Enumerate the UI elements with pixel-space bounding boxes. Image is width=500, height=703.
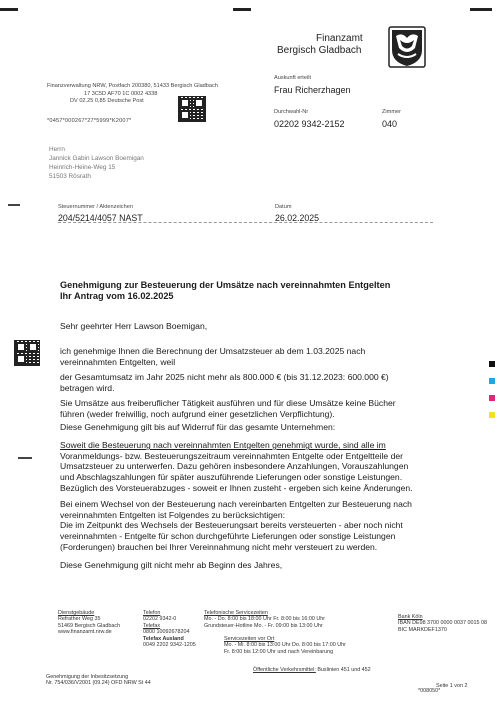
paragraph-line: (Forderungen) brauchen bei Ihrer Vereinnahmung nicht mehr versteuert zu werden. — [60, 541, 378, 552]
footer-service-site-line: Fr. 8:00 bis 12:00 Uhr und nach Vereinbarung — [224, 648, 334, 655]
footer-bank-iban: IBAN DE98 3700 0000 0037 0015 08 — [398, 620, 488, 627]
footer-fax-abroad-value: 0049 2202 9342-1205 — [143, 642, 196, 649]
document-qr-code — [14, 340, 40, 366]
margin-mark — [18, 457, 32, 459]
footer-fax-label: Telefax — [143, 622, 161, 629]
footer-approval — [46, 674, 151, 687]
paragraph-line: ich genehmige Ihnen die Berechnung der Umsatzsteuer ab dem 1.03.2025 nach — [60, 346, 366, 356]
return-address-line: Finanzverwaltung NRW, Postfach 200380, 51433 Bergisch Gladbach — [47, 83, 218, 89]
paragraph-line: und Abschlagszahlungen für später auszuführende Lieferungen oder sonstige Leistungen. — [60, 471, 403, 482]
document-code: *008050* — [418, 688, 441, 694]
fold-mark-center — [233, 8, 251, 11]
footer-approval-line: Genehmigung der Inbesitzsetzung — [46, 674, 129, 680]
mail-routing-code: *0457*000267*27*5999*K2007* — [47, 118, 132, 124]
subject-reference: Ihr Antrag vom 16.02.2025 — [60, 291, 174, 301]
paragraph-line: Diese Genehmigung gilt nicht mehr ab Beginn des Jahres, — [60, 560, 283, 571]
footer-building — [58, 610, 140, 636]
postage-code: 17 3C5D AF70 1C 0002 4338 — [84, 91, 158, 97]
contact-info-label: Auskunft erteilt — [274, 75, 311, 81]
footer-bank-label: Bank Köln — [398, 614, 423, 620]
footer-bank-bic: BIC MARKDEF1370 — [398, 626, 447, 633]
footer-phone-value: 02202 9342-0 — [143, 616, 177, 623]
paragraph-line: vereinnahmten - Entgelte für schon durchgeführte Lieferungen oder sonstige Leistungen — [60, 530, 396, 541]
registration-mark-black — [489, 361, 495, 367]
letter-body — [60, 346, 480, 571]
registration-mark-magenta — [489, 395, 495, 401]
paragraph-line: Bezüglich des Vorsteuerabzuges - soweit er Ihnen zusteht - ergeben sich keine Änderungen. — [60, 482, 413, 493]
phone-label: Durchwahl-Nr — [274, 109, 309, 115]
margin-mark — [8, 204, 20, 206]
footer-service-phone — [204, 610, 354, 629]
room-label: Zimmer — [382, 109, 401, 115]
paragraph-line: Die im Zeitpunkt des Wechsels der Besteuerungsart bereits versteuerten - aber noch nicht — [60, 520, 403, 531]
footer-transit — [253, 667, 371, 673]
postage-value: DV 02.25 0,85 Deutsche Post — [70, 98, 144, 104]
authority-name: Finanzamt — [316, 33, 363, 44]
footer-service-phone-line: Mo. - Do. 8:00 bis 18:00 Uhr Fr. 8:00 bis 16:00 Uhr — [204, 616, 326, 623]
paragraph-line: betragen wird. — [60, 382, 115, 393]
paragraph-line: der Gesamtumsatz im Jahr 2025 nicht mehr als 800.000 € (bis 31.12.2023: 600.000 €) — [60, 372, 389, 383]
footer-building-line: Refrather Weg 35 — [58, 616, 101, 623]
paragraph-line: Voranmeldungs- bzw. Besteuerungszeitraum vereinnahmten Entgelte oder Entgeltteile der — [60, 450, 403, 461]
footer-building-line: 51469 Bergisch Gladbach — [58, 622, 121, 629]
recipient-name: Jannick Gabin Lawson Boemigan — [49, 155, 144, 162]
subject-line: Genehmigung zur Besteuerung der Umsätze nach vereinnahmten Entgelten — [60, 280, 391, 290]
tax-number-label: Steuernummer / Aktenzeichen — [58, 204, 133, 210]
postage-matrix-code — [178, 96, 206, 122]
registration-mark-yellow — [489, 412, 495, 418]
paragraph-line: führen (weder freiwillig, noch aufgrund einer gesetzlichen Verpflichtung). — [60, 408, 335, 419]
reference-rule — [58, 222, 433, 223]
footer-bank — [398, 614, 498, 633]
footer-fax-abroad-label: Telefax Ausland — [143, 635, 184, 642]
phone-value: 02202 9342-2152 — [274, 119, 345, 129]
footer-transit-value: Buslinien 451 und 452 — [317, 667, 371, 673]
recipient-city: 51503 Rösrath — [49, 173, 91, 180]
paragraph-line: vereinnahmten Entgelten, weil — [60, 356, 176, 367]
footer-service-site — [224, 636, 374, 655]
footer-phone — [143, 610, 203, 648]
room-value: 040 — [382, 119, 398, 129]
recipient-salutation: Herrn — [49, 146, 65, 153]
paragraph-line: Soweit die Besteuerung nach vereinnahmten Entgelten genehmigt wurde, sind alle im — [60, 440, 386, 451]
authority-city: Bergisch Gladbach — [277, 45, 362, 56]
nrw-coat-of-arms-icon — [388, 26, 426, 68]
paragraph-line: Umsatzsteuer zu unterwerfen. Dazu gehören insbesondere Anzahlungen, Vorauszahlungen — [60, 461, 409, 472]
paragraph-line: Sie Umsätze aus freiberuflicher Tätigkeit ausführen und für diese Umsätze keine Bücher — [60, 398, 396, 409]
footer-service-phone-line: Grundsteuer-Hotline Mo. - Fr. 09:00 bis 13:00 Uhr — [204, 622, 323, 629]
footer-service-site-line: Mo. - Mi. 8:00 bis 13:00 Uhr Do. 8:00 bis 17:00 Uhr — [224, 642, 346, 649]
page-number: Seite 1 von 2 — [436, 683, 468, 689]
contact-info-value: Frau Richerzhagen — [274, 85, 351, 95]
footer-phone-label: Telefon — [143, 610, 161, 616]
date-value: 26.02.2025 — [275, 213, 320, 223]
tax-number-value: 204/5214/4057 NAST — [58, 213, 143, 223]
footer-building-label: Dienstgebäude — [58, 610, 95, 616]
recipient-street: Heinrich-Heine-Weg 15 — [49, 164, 116, 171]
footer-website[interactable]: www.finanzamt.nrw.de — [58, 629, 112, 636]
footer-approval-line: Nr. 754/036/V2001 (09.24) OFD NRW St 44 — [46, 680, 151, 687]
paragraph-line: Bei einem Wechsel von der Besteuerung nach vereinbarten Entgelten zur Besteuerung nach — [60, 499, 412, 510]
fold-mark-right — [470, 8, 492, 11]
footer-transit-label: Öffentliche Verkehrsmittel: — [253, 667, 316, 673]
footer-fax-value: 0800 10092678204 — [143, 629, 190, 636]
registration-mark-cyan — [489, 378, 495, 384]
date-label: Datum — [275, 204, 292, 210]
paragraph-line: Diese Genehmigung gilt bis auf Widerruf für das gesamte Unternehmen: — [60, 421, 336, 432]
footer-service-site-label: Servicezeiten vor Ort — [224, 636, 275, 642]
greeting: Sehr geehrter Herr Lawson Boemigan, — [60, 321, 208, 331]
paragraph-line: vereinnahmten Entgelten ist Folgendes zu berücksichtigen: — [60, 509, 286, 520]
footer-service-phone-label: Telefonische Servicezeiten — [204, 610, 268, 616]
fold-mark-left — [0, 8, 18, 11]
